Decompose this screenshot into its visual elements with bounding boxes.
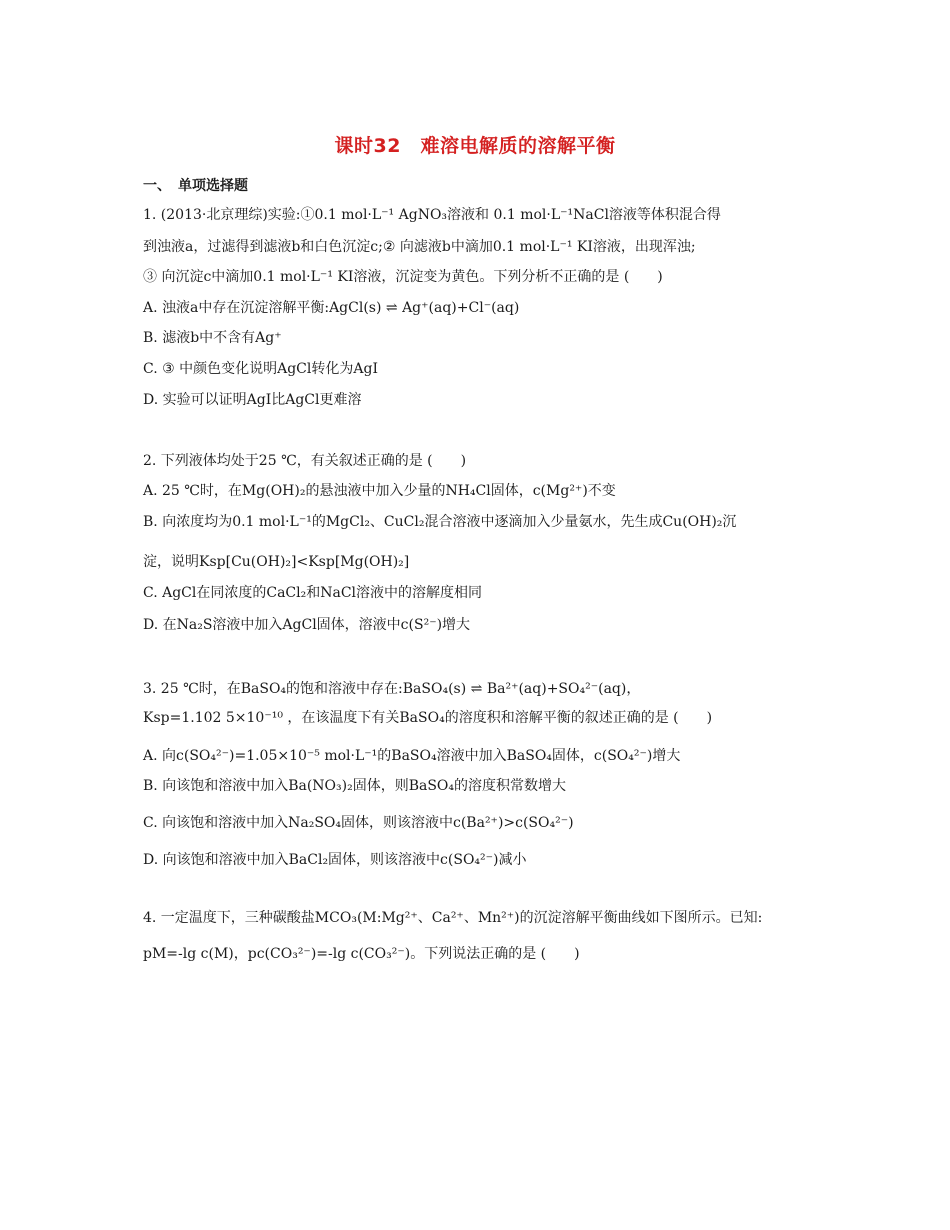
q1-option-a: A. 浊液a中存在沉淀溶解平衡:AgCl(s) ⇌ Ag⁺(aq)+Cl⁻(aq) (143, 300, 520, 316)
q3-stem-line-1: 3. 25 ℃时，在BaSO₄的饱和溶液中存在:BaSO₄(s) ⇌ Ba²⁺(aq)+SO₄²⁻(aq)， (143, 681, 641, 697)
q1-option-c: C. ③ 中颜色变化说明AgCl转化为AgI (143, 361, 378, 377)
q2-option-b-cont: 淀，说明Ksp[Cu(OH)₂]<Ksp[Mg(OH)₂] (143, 554, 410, 570)
q1-stem-line-1: 1. (2013·北京理综)实验:①0.1 mol·L⁻¹ AgNO₃溶液和 0.1 mol·L⁻¹NaCl溶液等体积混合得 (143, 207, 721, 223)
q2-stem-line-1: 2. 下列液体均处于25 ℃，有关叙述正确的是 ( ) (143, 453, 467, 469)
page-title: 课时32 难溶电解质的溶解平衡 (334, 135, 616, 157)
q1-option-b: B. 滤液b中不含有Ag⁺ (143, 330, 282, 346)
q1-stem-line-3: ③ 向沉淀c中滴加0.1 mol·L⁻¹ KI溶液，沉淀变为黄色。下列分析不正确的是 ( ) (143, 269, 663, 285)
q2-option-a: A. 25 ℃时，在Mg(OH)₂的悬浊液中加入少量的NH₄Cl固体，c(Mg²⁺)不变 (143, 483, 616, 499)
q1-option-d: D. 实验可以证明AgI比AgCl更难溶 (143, 392, 362, 408)
q2-option-c: C. AgCl在同浓度的CaCl₂和NaCl溶液中的溶解度相同 (143, 585, 483, 601)
q4-stem-line-2: pM=-lg c(M)，pc(CO₃²⁻)=-lg c(CO₃²⁻)。下列说法正确的是 ( ) (143, 946, 580, 962)
q2-option-b: B. 向浓度均为0.1 mol·L⁻¹的MgCl₂、CuCl₂混合溶液中逐滴加入少量氨水，先生成Cu(OH)₂沉 (143, 514, 737, 530)
q1-stem-line-2: 到浊液a，过滤得到滤液b和白色沉淀c;② 向滤液b中滴加0.1 mol·L⁻¹ KI溶液，出现浑浊; (143, 239, 696, 255)
q2-option-d: D. 在Na₂S溶液中加入AgCl固体，溶液中c(S²⁻)增大 (143, 617, 471, 633)
q3-stem-line-2: Ksp=1.102 5×10⁻¹⁰ ，在该温度下有关BaSO₄的溶度积和溶解平衡的叙述正确的是 ( ) (143, 710, 713, 726)
q3-option-c: C. 向该饱和溶液中加入Na₂SO₄固体，则该溶液中c(Ba²⁺)>c(SO₄²⁻) (143, 815, 574, 831)
q3-option-d: D. 向该饱和溶液中加入BaCl₂固体，则该溶液中c(SO₄²⁻)减小 (143, 852, 527, 868)
q4-stem-line-1: 4. 一定温度下，三种碳酸盐MCO₃(M:Mg²⁺、Ca²⁺、Mn²⁺)的沉淀溶解平衡曲线如下图所示。已知: (143, 910, 763, 926)
q3-option-a: A. 向c(SO₄²⁻)=1.05×10⁻⁵ mol·L⁻¹的BaSO₄溶液中加入BaSO₄固体，c(SO₄²⁻)增大 (143, 748, 681, 764)
section-heading: 一、 单项选择题 (143, 178, 248, 194)
q3-option-b: B. 向该饱和溶液中加入Ba(NO₃)₂固体，则BaSO₄的溶度积常数增大 (143, 778, 567, 794)
